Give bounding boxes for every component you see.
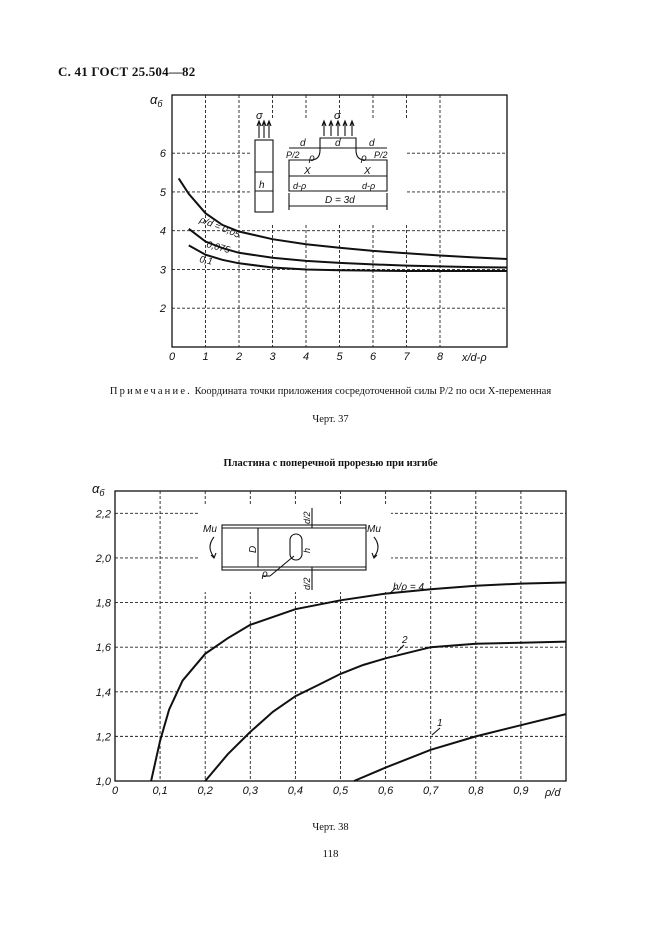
series-label-1: 1 xyxy=(437,718,443,729)
sketch-37-p2-right: P/2 xyxy=(374,150,388,160)
y-tick-label: 1,8 xyxy=(95,597,111,610)
y-tick-label: 2,2 xyxy=(95,508,111,521)
note-text xyxy=(0,386,661,397)
x-tick-label: 0,8 xyxy=(468,785,484,797)
chart-38-caption: Черт. 38 xyxy=(312,822,349,833)
sketch-38-d2-bottom: d/2 xyxy=(302,577,312,590)
sketch-37-x-left: X xyxy=(304,166,311,177)
x-tick-label: 0 xyxy=(111,785,119,797)
y-tick-label: 1,0 xyxy=(95,776,111,788)
series-label-rho-0-05: ρ/d = 0,05 xyxy=(197,214,242,241)
sketch-37-d-rho-left: d-ρ xyxy=(293,181,307,191)
page-number: 118 xyxy=(322,848,339,860)
y-tick-label: 2 xyxy=(159,303,166,316)
sketch-37-d-top: d xyxy=(335,138,341,149)
page-header: С. 41 ГОСТ 25.504—82 xyxy=(58,64,196,79)
series-label-2: 2 xyxy=(402,635,408,646)
x-tick-label: 5 xyxy=(336,351,343,363)
chart-38 xyxy=(0,476,661,806)
chart-37-caption: Черт. 37 xyxy=(312,414,349,425)
sketch-37-rho-left: ρ xyxy=(309,153,315,164)
sketch-38-mu-right: Mи xyxy=(367,524,381,535)
y-tick-label: 4 xyxy=(159,225,166,238)
x-tick-label: 0,2 xyxy=(197,785,213,797)
x-tick-label: 2 xyxy=(235,351,243,363)
sketch-37-x-right: X xyxy=(364,166,371,177)
chart-38-title: Пластина с поперечной прорезью при изгибе xyxy=(223,458,438,469)
series-label-0-075: 0,075 xyxy=(205,239,232,257)
sketch-37-rho-right: ρ xyxy=(361,153,367,164)
sketch-37-d-right: d xyxy=(369,138,375,149)
chart-38-y-axis-label: $\alpha_б$ xyxy=(92,481,105,498)
x-tick-label: 1 xyxy=(202,351,209,363)
note-lead: Примечание. xyxy=(109,386,193,397)
y-tick-label: 1,2 xyxy=(95,731,111,744)
y-tick-label: 1,6 xyxy=(95,642,111,655)
y-tick-label: 6 xyxy=(159,148,166,161)
x-tick-label: 0,5 xyxy=(332,785,349,797)
note-body: Координата точки приложения сосредоточенной силы P/2 по оси X-переменная xyxy=(194,386,552,397)
x-tick-label: 8 xyxy=(436,351,444,363)
sketch-37-D: D = 3d xyxy=(325,195,355,206)
x-tick-label: 6 xyxy=(369,351,377,363)
sketch-37-p2-left: P/2 xyxy=(286,150,300,160)
x-tick-label: 3 xyxy=(269,351,276,363)
y-tick-label: 5 xyxy=(159,186,166,199)
y-tick-label: 1,4 xyxy=(95,686,111,699)
x-tick-label: 0,6 xyxy=(377,785,394,797)
sketch-37-sigma-right: σ xyxy=(334,110,341,122)
sketch-37-d-left: d xyxy=(300,138,306,149)
x-tick-label: 0,9 xyxy=(513,785,529,797)
x-tick-label: 4 xyxy=(302,351,310,363)
x-tick-label: 0,1 xyxy=(152,785,168,797)
x-tick-label: 0,3 xyxy=(242,785,258,797)
series-line-1 xyxy=(151,583,566,782)
x-tick-label: 0,4 xyxy=(287,785,304,797)
sketch-37-plate-with-notches xyxy=(252,110,407,224)
sketch-38-h: h xyxy=(302,547,312,553)
x-tick-label: 0 xyxy=(168,351,176,363)
chart-37 xyxy=(0,80,661,370)
sketch-38-rho: ρ xyxy=(262,569,268,580)
x-tick-label: 0,7 xyxy=(423,785,439,797)
x-tick-label: 7 xyxy=(403,351,410,363)
sketch-38-mu-left: Mи xyxy=(203,524,217,535)
y-tick-label: 2,0 xyxy=(95,552,111,565)
sketch-37-h: h xyxy=(259,180,265,191)
sketch-38-plate-with-slot xyxy=(199,505,391,592)
chart-38-curves xyxy=(151,583,566,782)
chart-37-x-axis-label: x/d-ρ xyxy=(462,352,487,364)
y-tick-label: 3 xyxy=(159,264,166,277)
series-label-0-1: 0,1 xyxy=(198,254,214,268)
series-label-h-rho-4: h/ρ = 4 xyxy=(393,582,425,593)
sketch-37-sigma-left: σ xyxy=(256,110,263,122)
chart-37-y-axis-label: $\alpha_б$ xyxy=(150,92,163,109)
chart-38-x-axis-label: ρ/d xyxy=(545,787,561,799)
sketch-38-d2-top: d/2 xyxy=(302,511,312,524)
sketch-38-D: D xyxy=(248,545,259,553)
sketch-37-d-rho-right: d-ρ xyxy=(362,181,376,191)
